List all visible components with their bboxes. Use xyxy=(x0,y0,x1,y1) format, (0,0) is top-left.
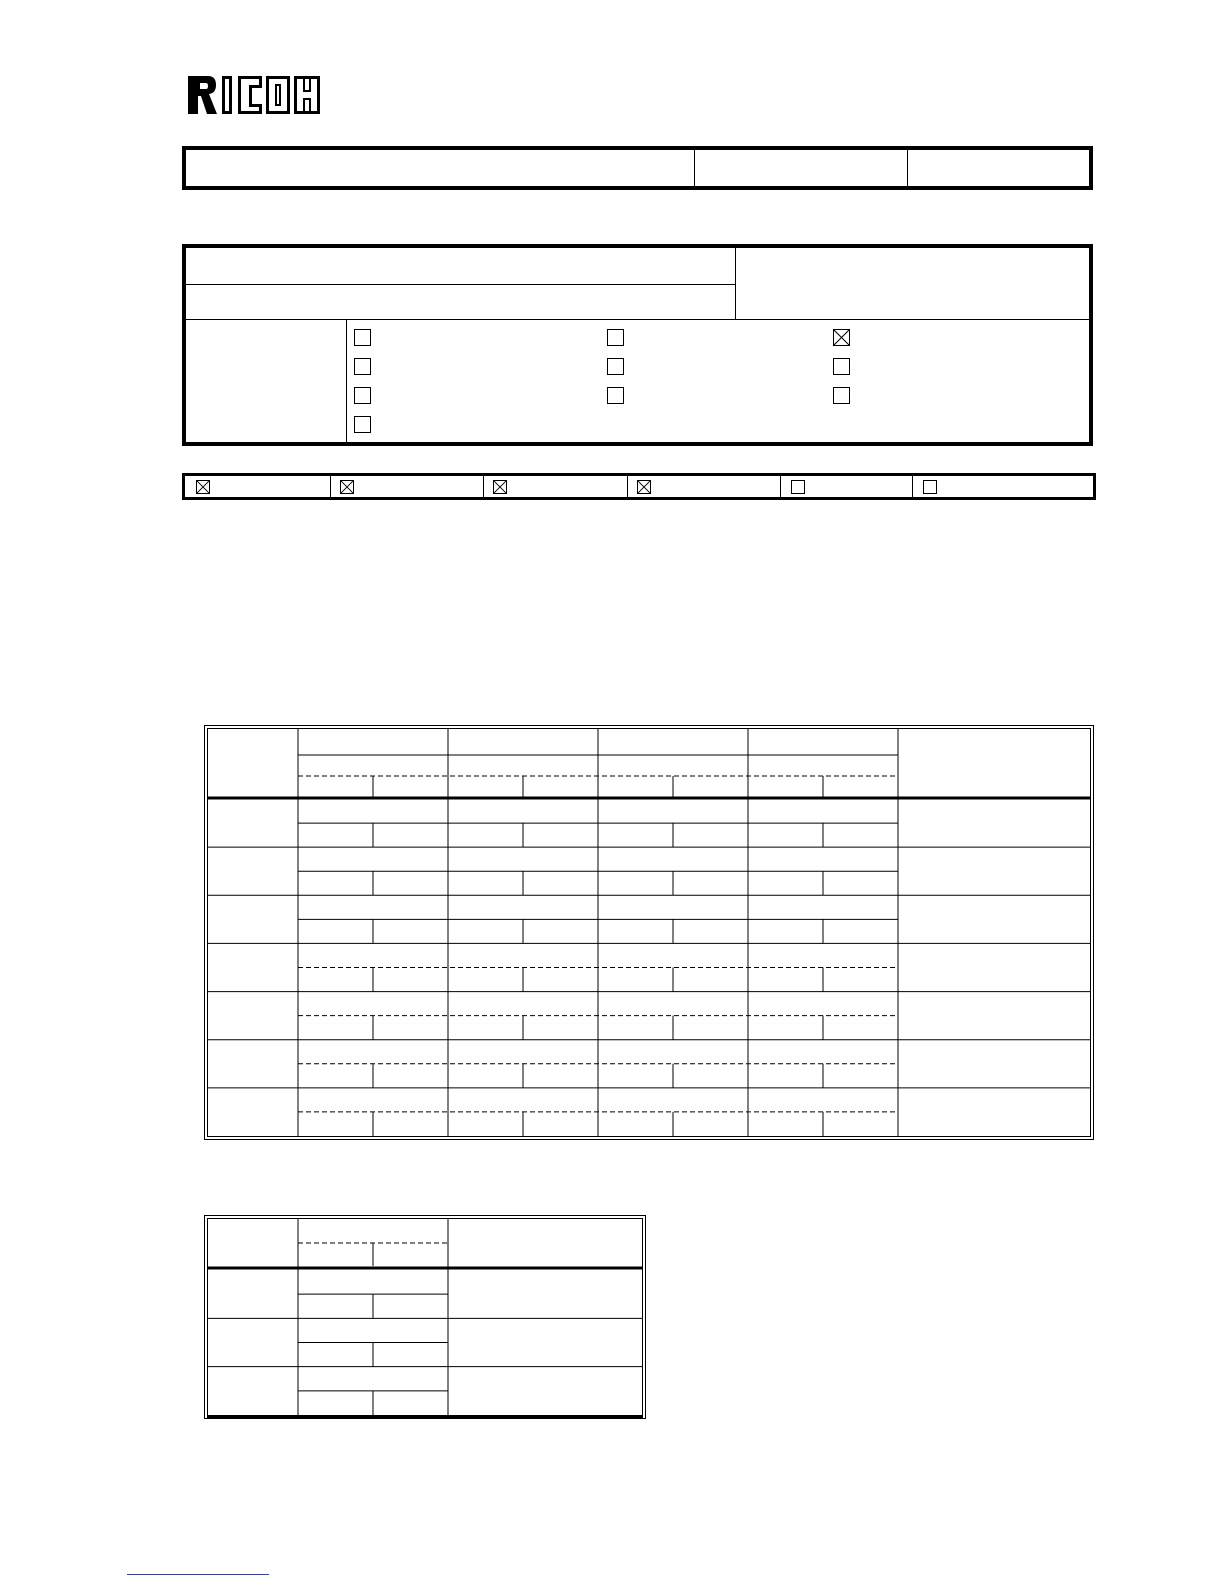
classification-checkbox-r3c3[interactable] xyxy=(833,387,850,404)
region-divider-4 xyxy=(780,476,781,497)
region-checkbox-5[interactable] xyxy=(791,480,805,494)
classification-checkbox-r2c1[interactable] xyxy=(354,358,371,375)
classification-checkbox-r1c3[interactable] xyxy=(833,329,850,346)
region-divider-5 xyxy=(912,476,913,497)
subject-line xyxy=(186,284,735,285)
classification-checkbox-r2c2[interactable] xyxy=(607,358,624,375)
region-divider-2 xyxy=(483,476,484,497)
region-checkbox-1[interactable] xyxy=(196,480,210,494)
subject-divider xyxy=(735,248,736,320)
classification-checkbox-r2c3[interactable] xyxy=(833,358,850,375)
classification-checkbox-r1c1[interactable] xyxy=(354,329,371,346)
classification-top-line xyxy=(186,319,1089,320)
classification-checkbox-r3c2[interactable] xyxy=(607,387,624,404)
region-checkbox-2[interactable] xyxy=(340,480,354,494)
ricoh-logo xyxy=(186,74,336,116)
footer-link[interactable] xyxy=(127,1574,269,1575)
classification-divider xyxy=(346,319,347,442)
ricoh-logo-graphic xyxy=(186,74,336,116)
title-bar xyxy=(182,146,1093,190)
main-table xyxy=(204,725,1094,1140)
region-checkbox-3[interactable] xyxy=(493,480,507,494)
classification-checkbox-r1c2[interactable] xyxy=(607,329,624,346)
classification-checkbox-r4c1[interactable] xyxy=(354,416,371,433)
region-checkbox-4[interactable] xyxy=(637,480,651,494)
region-divider-1 xyxy=(330,476,331,497)
title-divider-1 xyxy=(694,150,695,186)
region-bar xyxy=(182,473,1096,500)
classification-checkbox-r3c1[interactable] xyxy=(354,387,371,404)
region-checkbox-6[interactable] xyxy=(923,480,937,494)
region-divider-3 xyxy=(627,476,628,497)
small-table xyxy=(204,1215,646,1420)
title-divider-2 xyxy=(907,150,908,186)
subject-box xyxy=(182,244,1093,446)
